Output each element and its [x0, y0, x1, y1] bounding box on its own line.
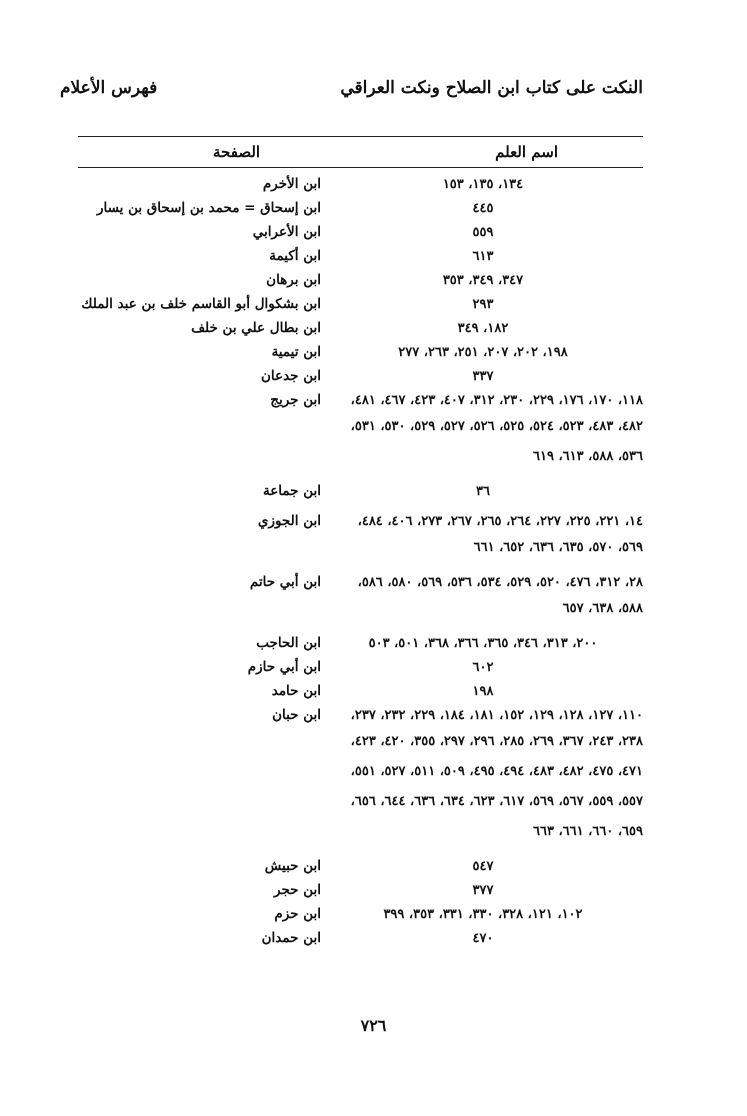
entry-name: ابن جريج — [270, 392, 321, 408]
index-entry — [78, 198, 643, 219]
entry-name: ابن حزم — [274, 906, 321, 922]
entry-pages — [323, 657, 643, 678]
index-entry — [78, 633, 643, 654]
entry-pages — [323, 294, 643, 315]
page-refs-line: ٤٧٠ — [472, 931, 494, 946]
entry-name: ابن جدعان — [261, 368, 321, 384]
page-refs-line: ٦٠٢ — [472, 660, 494, 675]
entry-name: ابن حجر — [274, 882, 321, 898]
page-refs-line: ٥٨٨، ٦٣٨، ٦٥٧ — [562, 601, 643, 616]
index-entry — [78, 342, 643, 363]
entry-pages — [323, 318, 643, 339]
page-refs-line: ١٨٢، ٣٤٩ — [457, 321, 509, 336]
book-title: النكت على كتاب ابن الصلاح ونكت العراقي — [340, 78, 643, 98]
page-refs-line: ٤٨٢، ٤٨٣، ٥٢٣، ٥٢٤، ٥٢٥، ٥٢٦، ٥٢٧، ٥٢٩، ٥٣٠، ٥٣١، — [350, 419, 643, 434]
entry-pages — [323, 342, 643, 363]
page-refs-line: ١٩٨، ٢٠٢، ٢٠٧، ٢٥١، ٢٦٣، ٢٧٧ — [398, 345, 568, 360]
page-refs-line: ٦١٣ — [472, 249, 494, 264]
page-refs-line: ٣٤٧، ٣٤٩، ٣٥٣ — [442, 273, 524, 288]
entry-pages — [323, 222, 643, 243]
index-entry — [78, 572, 643, 624]
entry-name: ابن الأخرم — [262, 176, 321, 192]
page-refs-line: ١١٨، ١٧٠، ١٧٦، ٢٢٩، ٢٣٠، ٣١٢، ٤٠٧، ٤٢٣، ٤٦٧، ٤٨١، — [350, 393, 643, 408]
index-entry — [78, 511, 643, 563]
entry-pages — [323, 633, 643, 654]
running-head — [60, 78, 643, 108]
page-refs-line: ٥٦٩، ٥٧٠، ٦٣٥، ٦٣٦، ٦٥٢، ٦٦١ — [473, 540, 643, 555]
page-refs-line: ٥٣٦، ٥٨٨، ٦١٣، ٦١٩ — [532, 449, 643, 464]
entry-name: ابن بشكوال أبو القاسم خلف بن عبد الملك — [81, 296, 321, 312]
page-refs-line: ١٤، ٢٢١، ٢٢٥، ٢٢٧، ٢٦٤، ٢٦٥، ٢٦٧، ٢٧٣، ٤٠٦، ٤٨٤، — [357, 514, 643, 529]
index-entry — [78, 174, 643, 195]
entry-name: ابن حبان — [272, 707, 321, 723]
index-entry — [78, 904, 643, 925]
entry-name: ابن حامد — [271, 683, 321, 699]
entry-name: ابن حمدان — [261, 930, 321, 946]
index-entry — [78, 318, 643, 339]
index-entry — [78, 856, 643, 877]
index-entry — [78, 366, 643, 387]
entry-name: ابن برهان — [266, 272, 321, 288]
page-refs-line: ٥٥٩ — [472, 225, 494, 240]
entry-name: ابن إسحاق = محمد بن إسحاق بن يسار — [96, 200, 321, 216]
page-refs-line: ١٠٢، ١٢١، ٣٢٨، ٣٣٠، ٣٣١، ٣٥٣، ٣٩٩ — [383, 907, 583, 922]
entry-name: ابن بطال علي بن خلف — [191, 320, 321, 336]
page-refs-line: ١٩٨ — [472, 684, 494, 699]
entry-pages — [323, 270, 643, 291]
index-entry — [78, 246, 643, 267]
page-refs-line: ٤٧١، ٤٧٥، ٤٨٢، ٤٨٣، ٤٩٤، ٤٩٥، ٥٠٩، ٥١١، ٥٢٧، ٥٥١، — [350, 764, 643, 779]
index-entry — [78, 681, 643, 702]
page-refs-line: ١١٠، ١٢٧، ١٢٨، ١٢٩، ١٥٢، ١٨١، ١٨٤، ٢٢٩، ٢٣٢، ٢٣٧، — [350, 708, 643, 723]
page-refs-line: ٣٧٧ — [472, 883, 494, 898]
name-column-header: اسم العلم — [495, 143, 558, 161]
index-entry — [78, 657, 643, 678]
entry-name: ابن أبي حازم — [247, 659, 321, 675]
entry-pages — [323, 198, 643, 219]
page-refs-line: ٦٥٩، ٦٦٠، ٦٦١، ٦٦٣ — [532, 824, 643, 839]
entry-pages — [323, 511, 643, 563]
page-refs-line: ٥٥٧، ٥٥٩، ٥٦٧، ٥٦٩، ٦١٧، ٦٢٣، ٦٣٤، ٦٣٦، ٦٤٤، ٦٥٦، — [350, 794, 643, 809]
index-entry — [78, 705, 643, 847]
page-refs-line: ٢٣٨، ٢٤٣، ٣٦٧، ٢٦٩، ٢٨٥، ٢٩٦، ٢٩٧، ٣٥٥، ٤٢٠، ٤٢٣، — [350, 734, 643, 749]
entry-pages — [323, 390, 643, 472]
entry-pages — [323, 705, 643, 847]
page-refs-line: ٥٤٧ — [472, 859, 494, 874]
entry-name: ابن أكيمة — [269, 248, 321, 264]
entry-name: ابن الحاجب — [256, 635, 321, 651]
entry-pages — [323, 928, 643, 949]
page-refs-line: ٢٠٠، ٣١٣، ٣٤٦، ٣٦٥، ٣٦٦، ٣٦٨، ٥٠١، ٥٠٣ — [368, 636, 598, 651]
page-refs-line: ٣٦ — [476, 484, 490, 499]
entry-name: ابن جماعة — [262, 483, 321, 499]
entry-pages — [323, 174, 643, 195]
page-number: ٧٢٦ — [360, 1016, 387, 1035]
page-refs-line: ٤٤٥ — [472, 201, 494, 216]
page-column-header: الصفحة — [213, 143, 261, 161]
index-entry — [78, 390, 643, 472]
entry-pages — [323, 904, 643, 925]
column-headers — [78, 143, 643, 165]
entry-pages — [323, 856, 643, 877]
header-rule — [78, 167, 643, 168]
entry-name: ابن أبي حاتم — [249, 574, 321, 590]
entry-pages — [323, 572, 643, 624]
index-title: فهرس الأعلام — [60, 78, 158, 98]
entry-pages — [323, 246, 643, 267]
entry-pages — [323, 366, 643, 387]
top-rule — [78, 136, 643, 137]
entry-name: ابن تيمية — [271, 344, 321, 360]
index-entries — [78, 174, 643, 952]
index-entry — [78, 222, 643, 243]
index-entry — [78, 880, 643, 901]
entry-name: ابن الأعرابي — [252, 224, 321, 240]
entry-pages — [323, 481, 643, 502]
page-refs-line: ١٣٤، ١٣٥، ١٥٣ — [442, 177, 524, 192]
entry-name: ابن الجوزي — [257, 513, 321, 529]
index-entry — [78, 270, 643, 291]
entry-name: ابن حبيش — [264, 858, 321, 874]
entry-pages — [323, 880, 643, 901]
page-refs-line: ٣٣٧ — [472, 369, 494, 384]
entry-pages — [323, 681, 643, 702]
page-refs-line: ٢٩٣ — [472, 297, 494, 312]
page-refs-line: ٢٨، ٣١٢، ٤٧٦، ٥٢٠، ٥٢٩، ٥٣٤، ٥٣٦، ٥٦٩، ٥٨٠، ٥٨٦، — [357, 575, 643, 590]
index-entry — [78, 928, 643, 949]
index-entry — [78, 294, 643, 315]
index-entry — [78, 481, 643, 502]
